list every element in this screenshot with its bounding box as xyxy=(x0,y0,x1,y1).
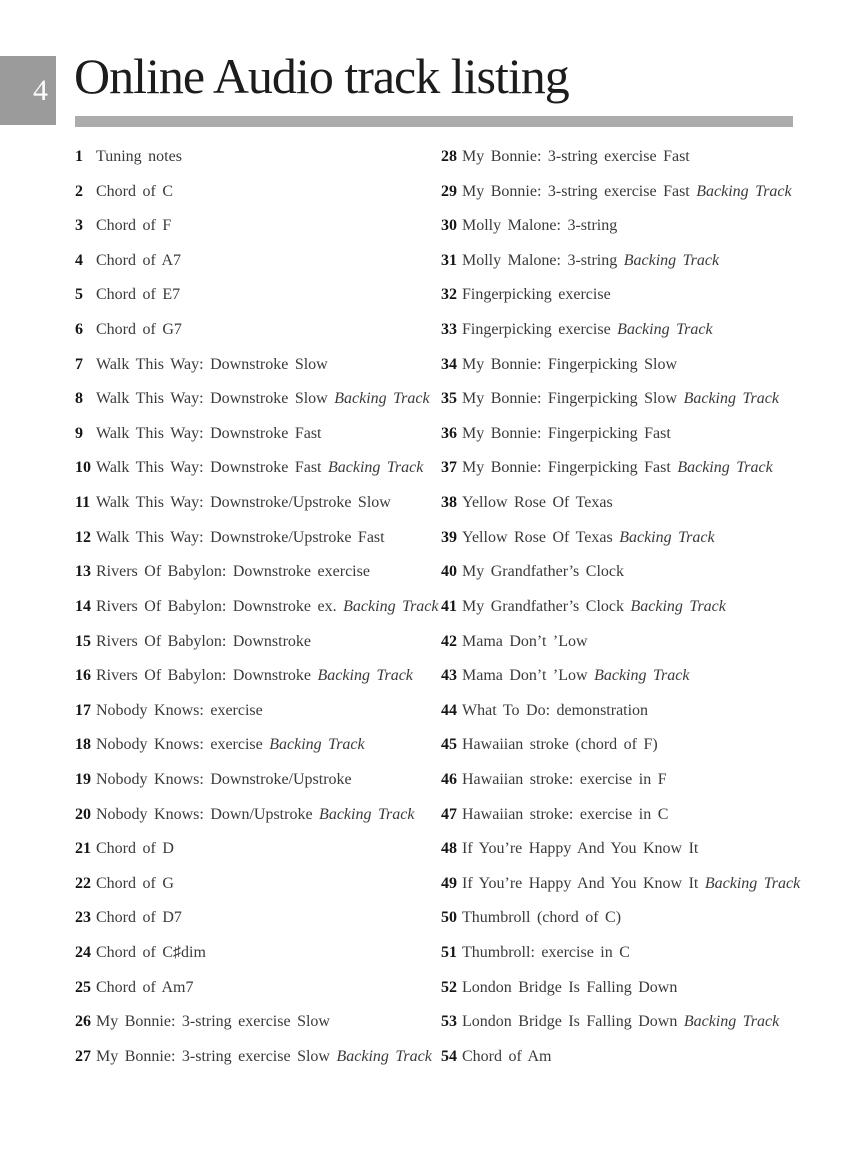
track-number: 2 xyxy=(75,182,83,200)
track-title: My Bonnie: 3-string exercise Fast xyxy=(462,148,690,165)
track-title-italic: Backing Track xyxy=(683,1013,780,1031)
track-number: 33 xyxy=(441,321,457,339)
track-title-italic: Backing Track xyxy=(623,251,720,269)
track-number: 24 xyxy=(75,944,91,962)
track-number: 38 xyxy=(441,494,457,512)
track-number: 30 xyxy=(441,217,457,235)
track-number: 15 xyxy=(75,632,91,650)
track-title: Thumbroll: exercise in C xyxy=(462,944,630,962)
page-number: 4 xyxy=(33,73,48,107)
track-row xyxy=(441,458,800,493)
track-title: My Grandfather’s Clock xyxy=(462,597,624,615)
track-title: My Bonnie: 3-string exercise Slow xyxy=(96,1013,330,1031)
track-row xyxy=(75,182,441,217)
track-title: Molly Malone: 3-string xyxy=(462,251,618,269)
track-title: Hawaiian stroke: exercise in F xyxy=(462,770,667,788)
track-number: 22 xyxy=(75,874,91,892)
track-title-italic: Backing Track xyxy=(334,390,430,408)
track-number: 5 xyxy=(75,286,83,304)
track-row xyxy=(75,147,441,182)
track-row xyxy=(441,597,800,632)
track-title: Rivers Of Babylon: Downstroke exercise xyxy=(96,563,370,581)
track-row xyxy=(441,355,800,390)
track-title: Hawaiian stroke (chord of F) xyxy=(462,736,658,754)
track-title: Chord of Am7 xyxy=(96,978,194,996)
track-number: 35 xyxy=(441,390,457,408)
track-row xyxy=(75,701,441,736)
track-title: Walk This Way: Downstroke Fast xyxy=(96,459,322,477)
track-title-italic: Backing Track xyxy=(336,1047,432,1065)
track-title-italic: Backing Track xyxy=(617,321,713,339)
track-number: 23 xyxy=(75,909,91,927)
track-row xyxy=(75,805,441,840)
track-title: My Bonnie: Fingerpicking Slow xyxy=(462,355,678,373)
track-title: Walk This Way: Downstroke Fast xyxy=(96,424,322,442)
track-number: 44 xyxy=(441,701,457,719)
track-row xyxy=(75,251,441,286)
track-title: Walk This Way: Downstroke Slow xyxy=(96,390,328,408)
track-number: 21 xyxy=(75,840,91,858)
track-number: 31 xyxy=(441,251,457,269)
track-number: 51 xyxy=(441,944,457,962)
track-title: Mama Don’t ’Low xyxy=(462,632,588,650)
track-row xyxy=(75,943,441,978)
track-row xyxy=(75,839,441,874)
track-number: 11 xyxy=(75,494,91,512)
track-title: Rivers Of Babylon: Downstroke xyxy=(96,667,312,685)
track-row xyxy=(75,528,441,563)
track-row xyxy=(441,874,800,909)
track-title-italic: Backing Track xyxy=(704,874,801,892)
track-number: 20 xyxy=(75,805,91,823)
track-number: 9 xyxy=(75,424,83,442)
track-title: Tuning notes xyxy=(96,148,182,165)
track-row xyxy=(441,632,800,667)
track-title-italic: Backing Track xyxy=(319,805,415,823)
track-title: Yellow Rose Of Texas xyxy=(462,528,613,546)
track-list xyxy=(75,147,801,1081)
track-title: Hawaiian stroke: exercise in C xyxy=(462,805,669,823)
track-row xyxy=(75,632,441,667)
track-row xyxy=(75,735,441,770)
track-title-italic: Backing Track xyxy=(594,667,690,685)
track-number: 8 xyxy=(75,390,83,408)
track-title: Yellow Rose Of Texas xyxy=(462,494,613,512)
track-title: Thumbroll (chord of C) xyxy=(462,909,622,927)
track-number: 4 xyxy=(75,251,83,269)
track-number: 28 xyxy=(441,148,457,165)
track-title: Chord of F xyxy=(96,217,172,235)
track-row xyxy=(441,285,800,320)
track-row xyxy=(75,1012,441,1047)
track-number: 17 xyxy=(75,701,91,719)
track-number: 18 xyxy=(75,736,91,754)
track-title-italic: Backing Track xyxy=(696,182,792,200)
track-title: Fingerpicking exercise xyxy=(462,321,611,339)
track-number: 42 xyxy=(441,632,457,650)
track-title: My Bonnie: Fingerpicking Slow xyxy=(462,390,678,408)
track-title: Walk This Way: Downstroke/Upstroke Fast xyxy=(96,528,385,546)
track-title: Nobody Knows: Downstroke/Upstroke xyxy=(96,770,352,788)
track-number: 26 xyxy=(75,1013,91,1031)
track-row xyxy=(75,562,441,597)
track-title-italic: Backing Track xyxy=(683,390,779,408)
track-row xyxy=(441,1047,800,1082)
track-row xyxy=(441,216,800,251)
track-row xyxy=(441,251,800,286)
track-number: 39 xyxy=(441,528,457,546)
track-row xyxy=(75,978,441,1013)
track-number: 45 xyxy=(441,736,457,754)
track-number: 47 xyxy=(441,805,457,823)
track-title: Fingerpicking exercise xyxy=(462,286,611,304)
title-rule xyxy=(75,116,793,127)
track-number: 43 xyxy=(441,667,457,685)
track-row xyxy=(75,285,441,320)
track-row xyxy=(75,1047,441,1082)
track-row xyxy=(75,597,441,632)
track-row xyxy=(75,389,441,424)
track-title: Nobody Knows: exercise xyxy=(96,736,263,754)
track-title: Molly Malone: 3-string xyxy=(462,217,618,235)
track-row xyxy=(441,666,800,701)
track-row xyxy=(441,943,800,978)
track-number: 48 xyxy=(441,840,457,858)
track-title: Chord of C xyxy=(96,182,173,200)
track-row xyxy=(441,424,800,459)
track-row xyxy=(441,389,800,424)
track-number: 50 xyxy=(441,909,457,927)
track-column-left xyxy=(75,147,441,1081)
track-title: Chord of A7 xyxy=(96,251,181,269)
track-number: 54 xyxy=(441,1047,457,1065)
track-title: What To Do: demonstration xyxy=(462,701,649,719)
track-number: 49 xyxy=(441,874,457,892)
track-row xyxy=(441,805,800,840)
track-number: 52 xyxy=(441,978,457,996)
track-title: Rivers Of Babylon: Downstroke xyxy=(96,632,312,650)
track-title: My Bonnie: 3-string exercise Slow xyxy=(96,1047,330,1065)
track-title-italic: Backing Track xyxy=(327,459,424,477)
track-number: 34 xyxy=(441,355,457,373)
track-number: 19 xyxy=(75,770,91,788)
track-number: 16 xyxy=(75,667,91,685)
track-number: 1 xyxy=(75,148,83,165)
track-number: 32 xyxy=(441,286,457,304)
track-row xyxy=(75,355,441,390)
track-title-italic: Backing Track xyxy=(619,528,715,546)
track-row xyxy=(441,320,800,355)
track-number: 36 xyxy=(441,424,457,442)
track-title: Chord of Am xyxy=(462,1047,552,1065)
track-row xyxy=(441,562,800,597)
track-row xyxy=(441,735,800,770)
track-row xyxy=(441,908,800,943)
track-title: Walk This Way: Downstroke/Upstroke Slow xyxy=(96,494,391,512)
track-row xyxy=(75,424,441,459)
track-title: London Bridge Is Falling Down xyxy=(462,1013,678,1031)
track-row xyxy=(75,666,441,701)
track-title-italic: Backing Track xyxy=(677,459,773,477)
track-title: Nobody Knows: exercise xyxy=(96,701,263,719)
track-row xyxy=(441,701,800,736)
track-title: My Grandfather’s Clock xyxy=(462,563,624,581)
track-title: London Bridge Is Falling Down xyxy=(462,978,678,996)
track-title-italic: Backing Track xyxy=(269,736,365,754)
track-number: 41 xyxy=(441,597,457,615)
track-number: 10 xyxy=(75,459,91,477)
track-title: My Bonnie: Fingerpicking Fast xyxy=(462,424,671,442)
page-number-box xyxy=(0,56,56,125)
track-title: Chord of G7 xyxy=(96,321,182,339)
track-number: 7 xyxy=(75,355,83,373)
track-row xyxy=(75,458,441,493)
track-title: Mama Don’t ’Low xyxy=(462,667,588,685)
track-row xyxy=(441,839,800,874)
track-number: 12 xyxy=(75,528,91,546)
track-title: If You’re Happy And You Know It xyxy=(462,874,699,892)
track-number: 29 xyxy=(441,182,457,200)
track-title: Rivers Of Babylon: Downstroke ex. xyxy=(96,597,337,615)
track-title: Walk This Way: Downstroke Slow xyxy=(96,355,328,373)
track-row xyxy=(75,493,441,528)
track-row xyxy=(441,147,800,182)
track-title: If You’re Happy And You Know It xyxy=(462,840,699,858)
track-number: 14 xyxy=(75,597,91,615)
track-row xyxy=(441,978,800,1013)
track-row xyxy=(441,528,800,563)
track-row xyxy=(441,182,800,217)
track-number: 53 xyxy=(441,1013,457,1031)
track-title: Chord of G xyxy=(96,874,174,892)
track-number: 3 xyxy=(75,217,83,235)
track-number: 37 xyxy=(441,459,457,477)
track-title: My Bonnie: 3-string exercise Fast xyxy=(462,182,690,200)
track-title-italic: Backing Track xyxy=(317,667,413,685)
track-row xyxy=(75,320,441,355)
track-title: Chord of D7 xyxy=(96,909,182,927)
track-row xyxy=(75,216,441,251)
track-title: Nobody Knows: Down/Upstroke xyxy=(96,805,313,823)
track-number: 27 xyxy=(75,1047,91,1065)
track-row xyxy=(75,874,441,909)
page-title: Online Audio track listing xyxy=(74,48,569,104)
track-row xyxy=(441,1012,800,1047)
track-column-right xyxy=(441,147,800,1081)
track-number: 25 xyxy=(75,978,91,996)
track-number: 13 xyxy=(75,563,91,581)
track-number: 40 xyxy=(441,563,457,581)
track-row xyxy=(441,770,800,805)
track-row xyxy=(75,770,441,805)
track-title: My Bonnie: Fingerpicking Fast xyxy=(462,459,671,477)
track-row xyxy=(75,908,441,943)
track-row xyxy=(441,493,800,528)
track-title-italic: Backing Track xyxy=(630,597,726,615)
track-title: Chord of D xyxy=(96,840,174,858)
track-title-italic: Backing Track xyxy=(343,597,439,615)
track-title: Chord of E7 xyxy=(96,286,181,304)
track-title: Chord of C♯dim xyxy=(96,944,206,962)
track-number: 6 xyxy=(75,321,83,339)
track-number: 46 xyxy=(441,770,457,788)
